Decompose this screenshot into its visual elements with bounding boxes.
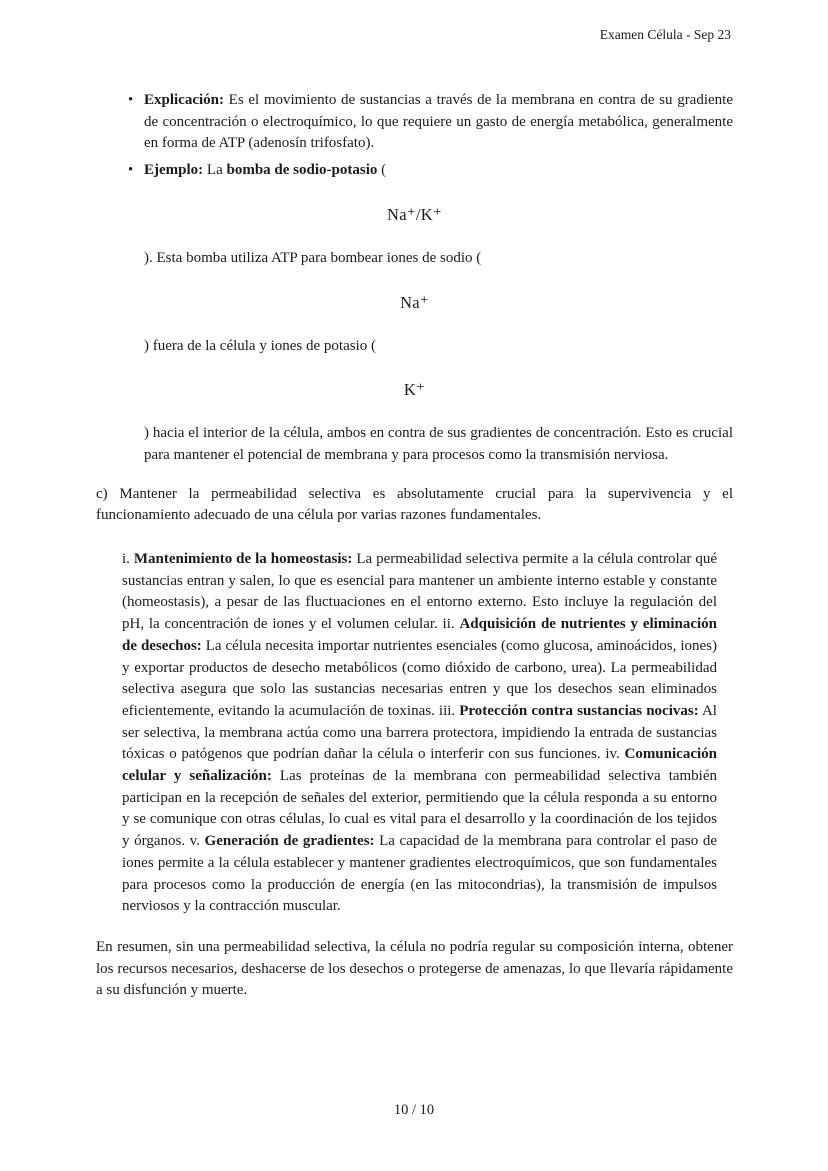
bullet-list bbox=[96, 90, 733, 182]
bullet-item-explicacion bbox=[96, 90, 733, 155]
paragraph-roman-list: i. Mantenimiento de la homeostasis: La permeabilidad selectiva permite a la célula controlar qué sustancias entran y salen, lo que es esencial para mantener un ambiente interno estable y constante (homeostasis), a pesar de las fluctuaciones en el entorno externo. Esto incluye la regulación del pH, la concentración de iones y el volumen celular. ii. Adquisición de nutrientes y eliminación de desechos: La célula necesita importar nutrientes esenciales (como glucosa, aminoácidos, iones) y exportar productos de desecho metabólicos (como dióxido de carbono, urea). La permeabilidad selectiva asegura que solo las sustancias necesarias entren y que los desechos sean eliminados eficientemente, evitando la acumulación de toxinas. iii. Protección contra sustancias nocivas: Al ser selectiva, la membrana actúa como una barrera protectora, impidiendo la entrada de sustancias tóxicas o patógenos que podrían dañar la célula o interferir con sus funciones. iv. Comunicación celular y señalización: Las proteínas de la membrana con permeabilidad selectiva también participan en la recepción de señales del exterior, permitiendo que la célula responda a su entorno y se comunique con otras células, lo cual es vital para el desarrollo y la coordinación de los tejidos y órganos. v. Generación de gradientes: La capacidad de la membrana para controlar el paso de iones permite a la célula establecer y mantener gradientes electroquímicos, que son fundamentales para procesos como la producción de energía (en las mitocondrias), la transmisión de impulsos nerviosos y la contracción muscular. bbox=[122, 551, 718, 915]
math-formula-na-k: Na⁺/K⁺ bbox=[387, 204, 442, 224]
bullet-text-explicacion: Explicación: Es el movimiento de sustancias a través de la membrana en contra de su gradiente de concentración o electroquímico, lo que requiere un gasto de energía metabólica, generalmente en forma de ATP (adenosín trifosfato). bbox=[144, 92, 733, 152]
paragraph-summary: En resumen, sin una permeabilidad selectiva, la célula no podría regular su composición interna, obtener los recursos necesarios, deshacerse de los desechos o protegerse de amenazas, lo que llevaría rápidamente a su disfunción y muerte. bbox=[96, 938, 733, 999]
math-formula-k: K⁺ bbox=[403, 380, 426, 400]
page-header-title: Examen Célula - Sep 23 bbox=[599, 27, 731, 42]
paragraph-continuation-3: ) hacia el interior de la célula, ambos en contra de sus gradientes de concentración. Esto es crucial para mantener el potencial de membrana y para procesos como la transmisión nerviosa. bbox=[144, 425, 733, 463]
bullet-marker: • bbox=[128, 162, 134, 179]
paragraph-continuation-1: ). Esta bomba utiliza ATP para bombear iones de sodio ( bbox=[144, 249, 482, 266]
page-number: 10 / 10 bbox=[393, 1102, 435, 1118]
page-content bbox=[96, 90, 733, 1002]
paragraph-c: c) Mantener la permeabilidad selectiva es absolutamente crucial para la supervivencia y el funcionamiento adecuado de una célula por varias razones fundamentales. bbox=[96, 485, 733, 524]
bullet-text-ejemplo: Ejemplo: La bomba de sodio-potasio ( bbox=[144, 162, 387, 179]
bullet-marker: • bbox=[128, 92, 134, 108]
bullet-item-ejemplo bbox=[96, 160, 733, 182]
math-formula-na: Na⁺ bbox=[400, 292, 429, 312]
paragraph-continuation-2: ) fuera de la célula y iones de potasio ( bbox=[144, 337, 376, 354]
